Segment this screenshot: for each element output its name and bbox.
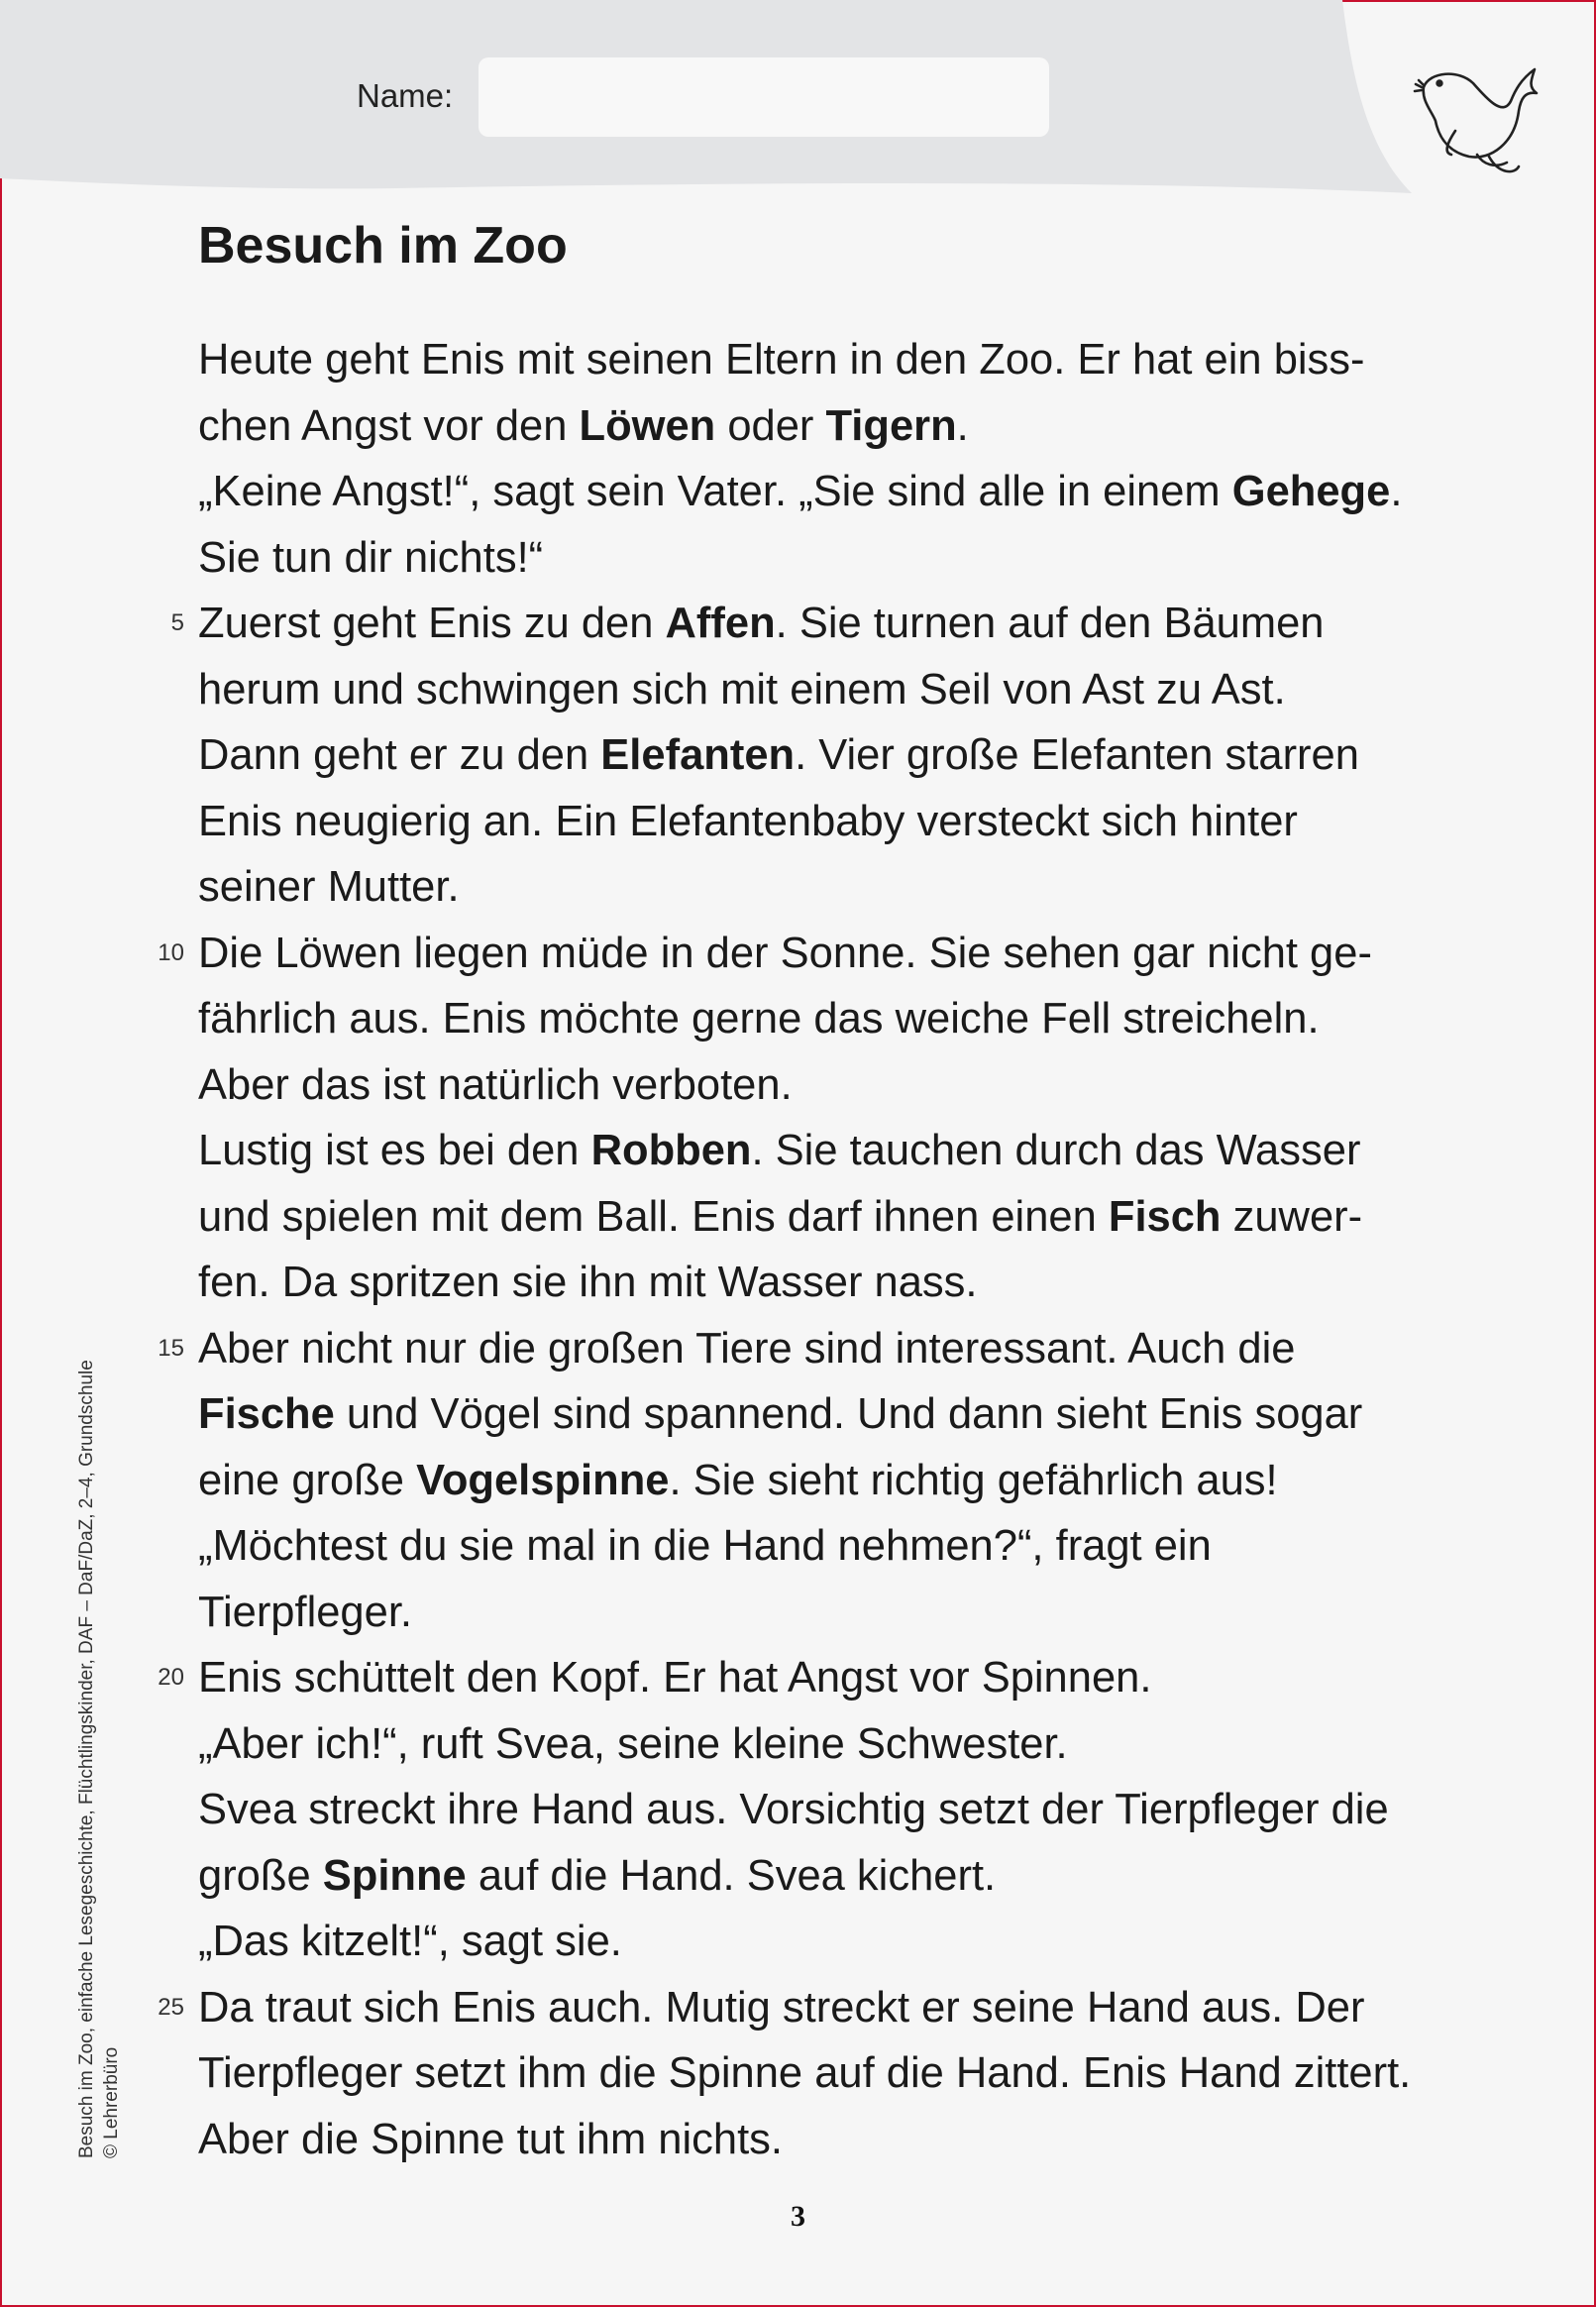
keyword: Fisch	[1108, 1192, 1222, 1241]
text-segment: Tierpfleger setzt ihm die Spinne auf die Hand. Enis Hand zittert.	[198, 2049, 1412, 2097]
text-segment: .	[1390, 468, 1403, 515]
text-segment: .	[956, 401, 969, 450]
text-segment: . Sie tauchen durch das Wasser	[751, 1127, 1361, 1174]
text-segment: Tierpfleger.	[198, 1588, 412, 1636]
name-label: Name:	[357, 77, 454, 114]
text-segment: Die Löwen liegen müde in der Sonne. Sie sehen gar nicht ge-	[198, 929, 1372, 977]
story-text	[158, 327, 1516, 2172]
text-segment: „Möchtest du sie mal in die Hand nehmen?“, fragt ein	[198, 1522, 1212, 1570]
text-segment: Enis neugierig an. Ein Elefantenbaby versteckt sich hinter	[198, 797, 1298, 845]
story-line	[198, 1052, 1516, 1119]
text-segment: oder	[715, 401, 826, 450]
text-segment: . Vier große Elefanten starren	[795, 731, 1359, 779]
text-segment: zuwer-	[1221, 1192, 1363, 1241]
text-segment: Aber das ist natürlich verboten.	[198, 1060, 793, 1109]
text-segment: fen. Da spritzen sie ihn mit Wasser nass.	[198, 1259, 978, 1306]
story-line	[198, 722, 1516, 789]
story-line	[198, 393, 1516, 460]
story-line	[198, 1843, 1516, 1910]
text-segment: Aber nicht nur die großen Tiere sind interessant. Auch die	[198, 1324, 1296, 1373]
story-line	[198, 2107, 1516, 2173]
name-field[interactable]	[479, 57, 1049, 137]
text-segment: und Vögel sind spannend. Und dann sieht Enis sogar	[334, 1390, 1363, 1438]
story-line	[158, 1316, 1516, 1382]
story-line	[198, 854, 1516, 921]
line-number: 25	[158, 1993, 184, 2021]
seal-illustration-icon	[1412, 57, 1550, 186]
story-line	[198, 1711, 1516, 1778]
text-segment: chen Angst vor den	[198, 401, 580, 450]
page-number: 3	[791, 2200, 805, 2233]
line-number: 15	[158, 1334, 184, 1362]
side-credit	[74, 1360, 124, 2158]
text-segment: Dann geht er zu den	[198, 731, 601, 779]
story-line	[198, 789, 1516, 855]
story-line	[158, 1975, 1516, 2041]
story-line	[198, 2040, 1516, 2107]
text-segment: und spielen mit dem Ball. Enis darf ihnen einen	[198, 1192, 1109, 1241]
text-segment: große	[198, 1851, 323, 1900]
text-segment: Da traut sich Enis auch. Mutig streckt er seine Hand aus. Der	[198, 1983, 1365, 2032]
keyword: Spinne	[322, 1851, 467, 1900]
story-line	[198, 525, 1516, 592]
text-segment: Svea streckt ihre Hand aus. Vorsichtig setzt der Tierpfleger die	[198, 1786, 1389, 1833]
text-segment: fährlich aus. Enis möchte gerne das weiche Fell streicheln.	[198, 995, 1320, 1043]
keyword: Gehege	[1231, 468, 1391, 515]
text-segment: „Das kitzelt!“, sagt sie.	[198, 1918, 622, 1965]
text-segment: Lustig ist es bei den	[198, 1127, 591, 1174]
keyword: Löwen	[579, 401, 716, 450]
story-line	[198, 1909, 1516, 1975]
story-line	[198, 1184, 1516, 1251]
text-segment: Enis schüttelt den Kopf. Er hat Angst vor Spinnen.	[198, 1654, 1152, 1702]
text-segment: „Keine Angst!“, sagt sein Vater. „Sie sind alle in einem	[198, 468, 1232, 515]
keyword: Elefanten	[600, 731, 796, 779]
text-segment: auf die Hand. Svea kichert.	[466, 1851, 997, 1900]
story-line	[198, 986, 1516, 1052]
text-segment: „Aber ich!“, ruft Svea, seine kleine Schwester.	[198, 1719, 1068, 1768]
keyword: Vogelspinne	[416, 1456, 670, 1504]
keyword: Affen	[665, 600, 776, 647]
story-line	[198, 459, 1516, 525]
line-number: 10	[158, 938, 184, 966]
text-segment: herum und schwingen sich mit einem Seil von Ast zu Ast.	[198, 665, 1286, 714]
keyword: Fische	[198, 1390, 335, 1438]
story-line	[158, 921, 1516, 987]
text-segment: Zuerst geht Enis zu den	[198, 600, 666, 647]
keyword: Tigern	[825, 401, 957, 450]
story-line	[170, 591, 1516, 657]
story-line	[198, 657, 1516, 723]
text-segment: Aber die Spinne tut ihm nichts.	[198, 2115, 783, 2163]
text-segment: eine große	[198, 1456, 417, 1504]
text-segment: Heute geht Enis mit seinen Eltern in den Zoo. Er hat ein biss-	[198, 336, 1365, 384]
story-line	[158, 1645, 1516, 1711]
copyright-line: © Lehrerbüro	[101, 2046, 122, 2158]
story-line	[198, 1250, 1516, 1316]
keyword: Robben	[590, 1127, 752, 1174]
story-line	[198, 1118, 1516, 1184]
line-number: 20	[158, 1664, 184, 1691]
text-segment: seiner Mutter.	[198, 863, 460, 911]
story-line	[198, 1448, 1516, 1514]
text-segment: Sie tun dir nichts!“	[198, 533, 544, 582]
story-line	[198, 1580, 1516, 1646]
text-segment: . Sie turnen auf den Bäumen	[775, 600, 1325, 647]
page-title: Besuch im Zoo	[198, 217, 568, 275]
text-segment: . Sie sieht richtig gefährlich aus!	[669, 1456, 1278, 1504]
story-line	[198, 1513, 1516, 1580]
story-line	[198, 327, 1516, 393]
credit-line: Besuch im Zoo, einfache Lesegeschichte, Flüchtlingskinder, DAF – DaF/DaZ, 2–4, Grundschule	[76, 1360, 97, 2158]
line-number: 5	[170, 609, 184, 636]
story-line	[198, 1381, 1516, 1448]
story-line	[198, 1777, 1516, 1843]
